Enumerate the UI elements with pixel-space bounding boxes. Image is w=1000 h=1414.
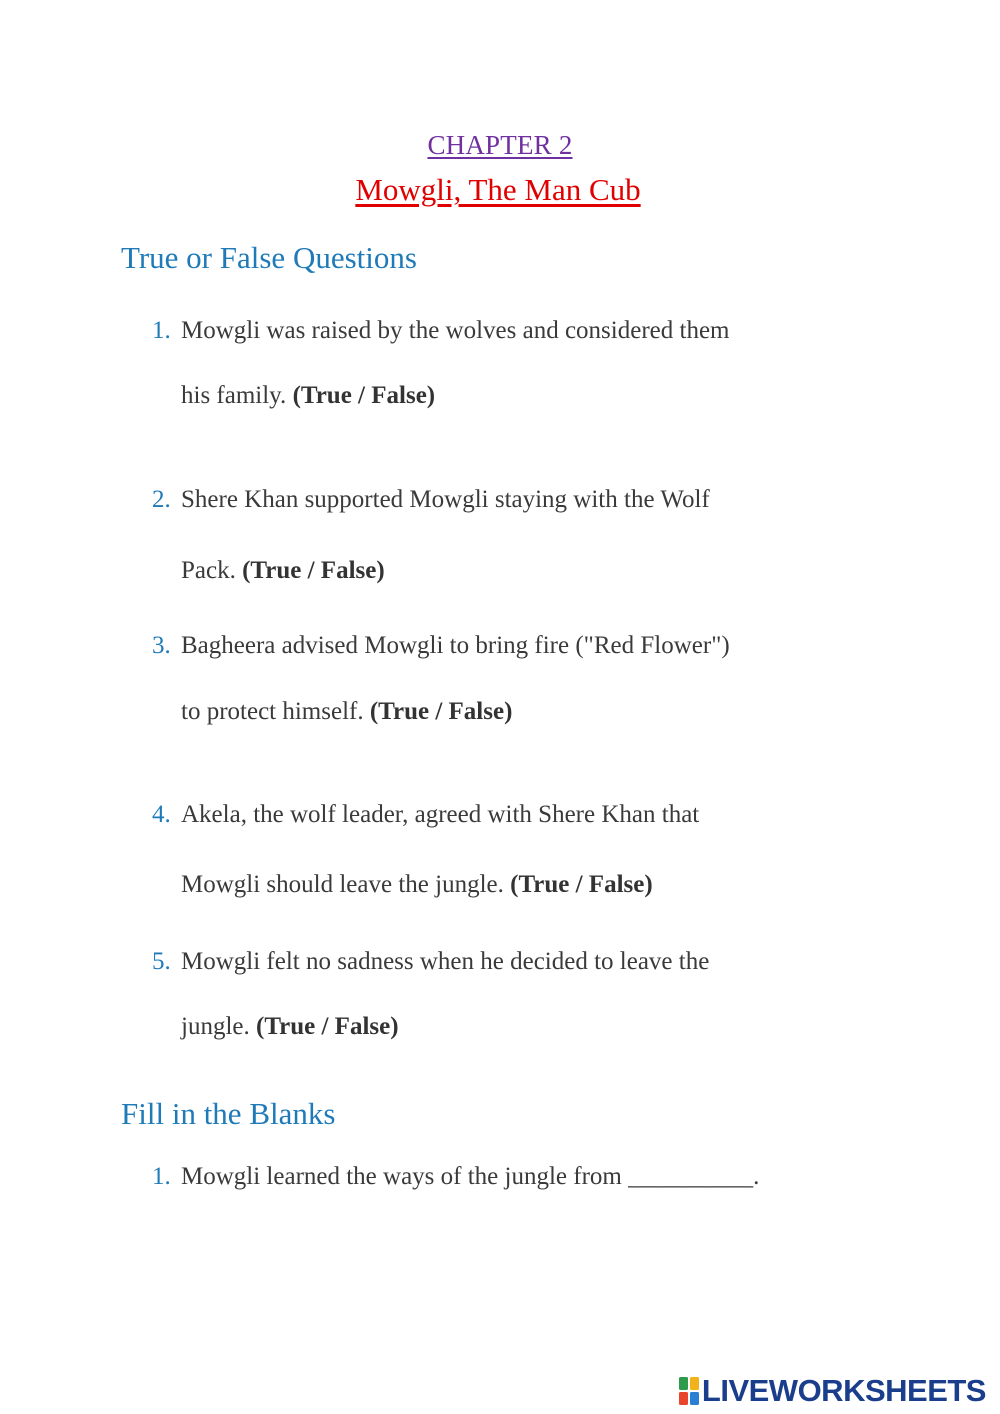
- question-text-line2: [181, 382, 435, 410]
- question-text-line2: [181, 871, 653, 899]
- question-text-line1: Mowgli was raised by the wolves and considered them: [181, 317, 730, 344]
- section-heading-fill-blanks: Fill in the Blanks: [121, 1096, 336, 1131]
- brand-name: LIVEWORKSHEETS: [701, 1373, 986, 1408]
- question-text-line2: [181, 698, 512, 726]
- page-title: Mowgli, The Man Cub: [355, 172, 641, 207]
- true-false-choice[interactable]: (True / False): [292, 382, 436, 409]
- true-false-choice[interactable]: (True / False): [256, 1013, 399, 1040]
- question-text: his family.: [181, 382, 293, 409]
- question-number: 1.: [152, 317, 171, 344]
- question-text-line2: [181, 557, 385, 585]
- question-number: 5.: [152, 948, 171, 975]
- question-text-line2: [181, 1013, 399, 1041]
- liveworksheets-logo-icon: [679, 1377, 699, 1405]
- question-text-line1: Akela, the wolf leader, agreed with Shere Khan that: [181, 801, 700, 828]
- question-text: Pack.: [181, 557, 243, 584]
- question-text: jungle.: [181, 1013, 256, 1040]
- question-text-line1: Mowgli felt no sadness when he decided to leave the: [181, 948, 710, 975]
- question-number: 4.: [152, 801, 171, 828]
- chapter-label: CHAPTER 2: [427, 130, 573, 160]
- question-number: 3.: [152, 632, 171, 659]
- question-text: to protect himself.: [181, 698, 370, 725]
- question-number: 2.: [152, 486, 171, 513]
- true-false-choice[interactable]: (True / False): [242, 557, 385, 584]
- question-number: 1.: [152, 1163, 171, 1190]
- liveworksheets-logo: [679, 1374, 986, 1408]
- question-text: Mowgli should leave the jungle.: [181, 871, 511, 898]
- fill-blank-question[interactable]: Mowgli learned the ways of the jungle from __________.: [181, 1163, 760, 1190]
- true-false-choice[interactable]: (True / False): [369, 698, 513, 725]
- question-text-line1: Bagheera advised Mowgli to bring fire ("Red Flower"): [181, 632, 730, 659]
- section-heading-true-false: True or False Questions: [121, 240, 417, 275]
- question-text-line1: Shere Khan supported Mowgli staying with the Wolf: [181, 486, 710, 513]
- true-false-choice[interactable]: (True / False): [510, 871, 653, 898]
